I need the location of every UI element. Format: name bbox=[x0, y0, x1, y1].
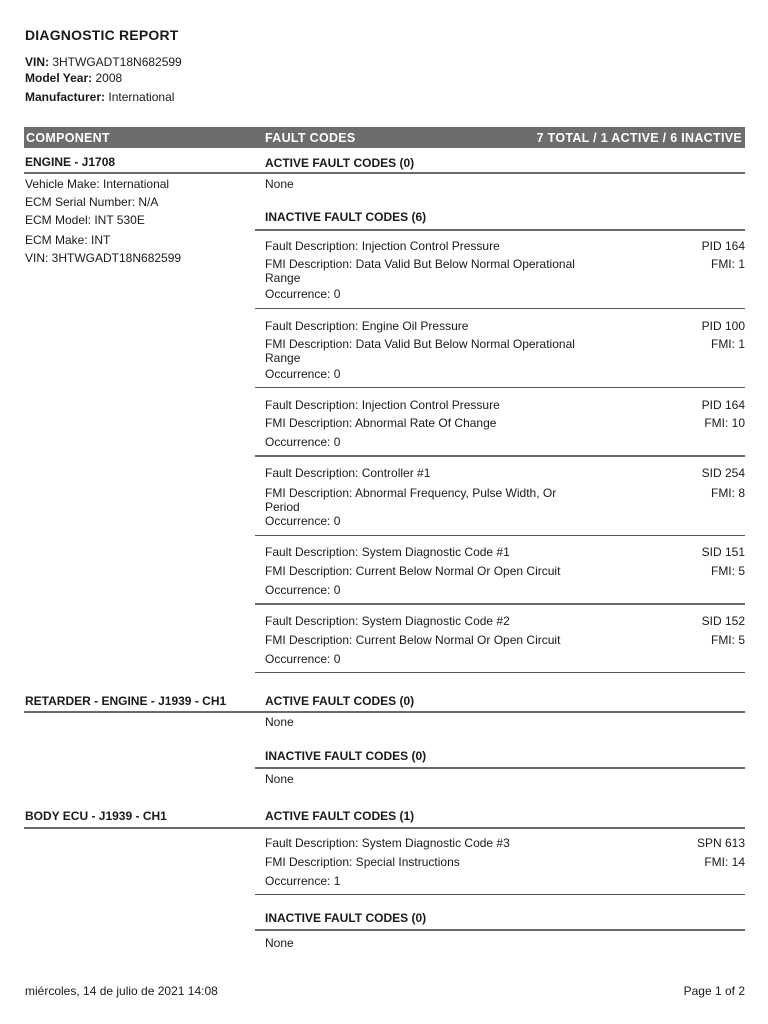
fmi-code: FMI: 8 bbox=[710, 486, 745, 500]
fault-code: SPN 613 bbox=[696, 836, 745, 850]
occurrence: Occurrence: 0 bbox=[265, 435, 341, 449]
component-header: COMPONENT bbox=[26, 131, 110, 145]
fmi-description: FMI Description: Abnormal Frequency, Pulse Width, Or Period bbox=[265, 486, 557, 514]
vin-value: 3HTWGADT18N682599 bbox=[52, 55, 182, 69]
model-year-label: Model Year: bbox=[25, 71, 93, 85]
fmi-code: FMI: 5 bbox=[710, 564, 745, 578]
occurrence: Occurrence: 0 bbox=[265, 514, 341, 528]
component-detail: ECM Serial Number: N/A bbox=[25, 195, 159, 209]
model-year-line bbox=[25, 71, 122, 85]
none-text: None bbox=[265, 936, 294, 950]
fault-codes-header: FAULT CODES bbox=[265, 131, 356, 145]
none-text: None bbox=[265, 772, 294, 786]
component-name: BODY ECU - J1939 - CH1 bbox=[25, 809, 167, 823]
active-fault-codes-title: ACTIVE FAULT CODES (0) bbox=[265, 694, 415, 708]
inactive-fault-codes-title: INACTIVE FAULT CODES (6) bbox=[265, 210, 427, 224]
fault-code: PID 164 bbox=[701, 239, 745, 253]
fault-description: Fault Description: Injection Control Pressure bbox=[265, 398, 500, 412]
fmi-description: FMI Description: Abnormal Rate Of Change bbox=[265, 416, 497, 430]
component-detail: ECM Make: INT bbox=[25, 233, 111, 247]
manufacturer-value: International bbox=[108, 90, 175, 104]
divider bbox=[24, 172, 745, 174]
divider bbox=[24, 711, 745, 713]
component-detail: VIN: 3HTWGADT18N682599 bbox=[25, 251, 182, 265]
fault-code: SID 152 bbox=[701, 614, 745, 628]
divider bbox=[255, 229, 745, 231]
fault-code: PID 100 bbox=[701, 319, 745, 333]
fault-description: Fault Description: System Diagnostic Code #1 bbox=[265, 545, 510, 559]
divider bbox=[255, 767, 745, 769]
fmi-code: FMI: 14 bbox=[704, 855, 745, 869]
active-fault-codes-title: ACTIVE FAULT CODES (0) bbox=[265, 156, 415, 170]
component-name: ENGINE - J1708 bbox=[25, 155, 116, 169]
none-text: None bbox=[265, 177, 294, 191]
occurrence: Occurrence: 0 bbox=[265, 583, 341, 597]
divider bbox=[255, 455, 745, 457]
table-header bbox=[24, 127, 745, 148]
divider bbox=[255, 387, 745, 388]
fmi-description: FMI Description: Current Below Normal Or Open Circuit bbox=[265, 564, 561, 578]
occurrence: Occurrence: 0 bbox=[265, 652, 341, 666]
occurrence: Occurrence: 0 bbox=[265, 287, 341, 301]
manufacturer-label: Manufacturer: bbox=[25, 90, 106, 104]
component-detail: Vehicle Make: International bbox=[25, 177, 170, 191]
inactive-fault-codes-title: INACTIVE FAULT CODES (0) bbox=[265, 911, 427, 925]
report-title: DIAGNOSTIC REPORT bbox=[25, 27, 179, 43]
fmi-description: FMI Description: Data Valid But Below Normal Operational Range bbox=[265, 257, 575, 285]
fmi-code: FMI: 1 bbox=[710, 337, 745, 351]
fmi-description: FMI Description: Data Valid But Below Normal Operational Range bbox=[265, 337, 575, 365]
occurrence: Occurrence: 1 bbox=[265, 874, 341, 888]
fault-description: Fault Description: System Diagnostic Code #3 bbox=[265, 836, 510, 850]
divider bbox=[24, 827, 745, 829]
divider bbox=[255, 929, 745, 931]
fault-description: Fault Description: System Diagnostic Code #2 bbox=[265, 614, 510, 628]
divider bbox=[255, 308, 745, 309]
divider bbox=[255, 535, 745, 536]
component-name: RETARDER - ENGINE - J1939 - CH1 bbox=[25, 694, 227, 708]
fault-description: Fault Description: Injection Control Pressure bbox=[265, 239, 500, 253]
divider bbox=[255, 672, 745, 673]
fault-code: SID 254 bbox=[701, 466, 745, 480]
fmi-code: FMI: 5 bbox=[710, 633, 745, 647]
footer-date: miércoles, 14 de julio de 2021 14:08 bbox=[25, 984, 218, 998]
active-fault-codes-title: ACTIVE FAULT CODES (1) bbox=[265, 809, 415, 823]
model-year-value: 2008 bbox=[95, 71, 123, 85]
divider bbox=[255, 894, 745, 895]
fmi-code: FMI: 1 bbox=[710, 257, 745, 271]
none-text: None bbox=[265, 715, 294, 729]
divider bbox=[255, 603, 745, 605]
fmi-code: FMI: 10 bbox=[704, 416, 745, 430]
fault-description: Fault Description: Engine Oil Pressure bbox=[265, 319, 469, 333]
fault-code: SID 151 bbox=[701, 545, 745, 559]
inactive-fault-codes-title: INACTIVE FAULT CODES (0) bbox=[265, 749, 427, 763]
vin-label: VIN: bbox=[25, 55, 49, 69]
totals-header: 7 TOTAL / 1 ACTIVE / 6 INACTIVE bbox=[536, 131, 742, 145]
component-detail: ECM Model: INT 530E bbox=[25, 213, 145, 227]
fmi-description: FMI Description: Current Below Normal Or Open Circuit bbox=[265, 633, 561, 647]
page-number: Page 1 of 2 bbox=[683, 984, 745, 998]
occurrence: Occurrence: 0 bbox=[265, 367, 341, 381]
vin-line bbox=[25, 55, 182, 69]
fault-description: Fault Description: Controller #1 bbox=[265, 466, 431, 480]
fmi-description: FMI Description: Special Instructions bbox=[265, 855, 460, 869]
manufacturer-line bbox=[25, 90, 174, 104]
fault-code: PID 164 bbox=[701, 398, 745, 412]
